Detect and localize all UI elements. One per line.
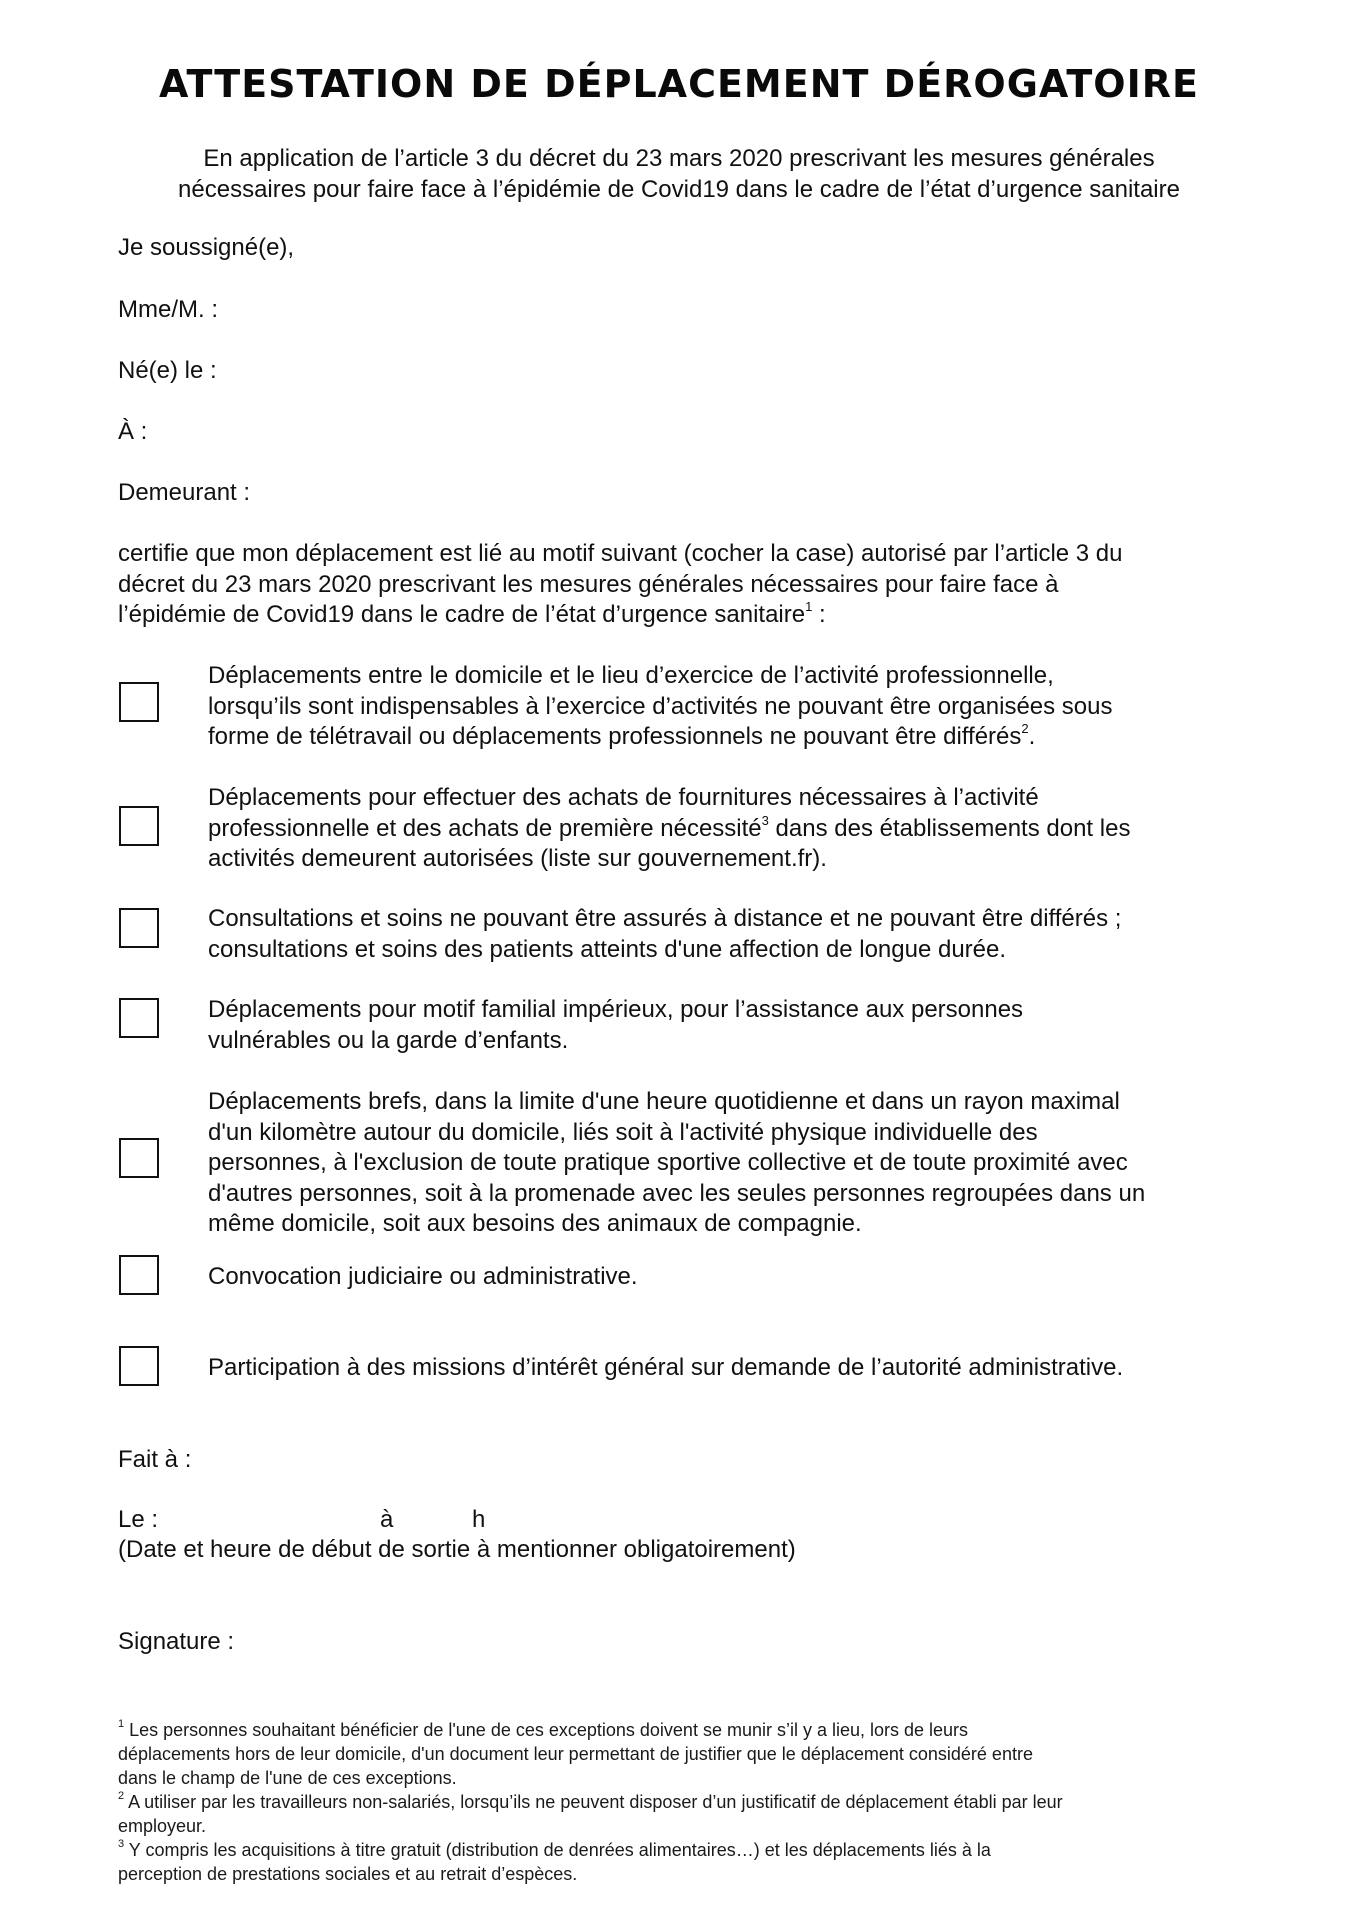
date-label: Le : [118, 1506, 159, 1533]
done-at-label: Fait à : [118, 1446, 192, 1473]
birth-date-field[interactable] [118, 356, 217, 386]
address-label: Demeurant : [118, 479, 251, 506]
reason-text-work: Déplacements entre le domicile et le lieu d’exercice de l’activité professionnelle, lorsqu’ils sont indispensables à l’exercice d’activités ne pouvant être organisées sous forme de télétravail ou déplacements professionnels ne pouvant être différés$^2$. [208, 662, 1113, 750]
birth-place-label: À : [118, 418, 148, 445]
reason-checkbox-summons[interactable] [119, 1255, 159, 1295]
footnote-1-cont: déplacements hors de leur domicile, d'un document leur permettant de justifier que le déplacement considéré entre [118, 1744, 1033, 1764]
footnote-2-cont: employeur. [118, 1816, 207, 1836]
footnote-2: $^2$ A utiliser par les travailleurs non-salariés, lorsqu’ils ne peuvent disposer d’un justificatif de déplacement établi par leur [118, 1790, 1063, 1812]
reason-checkbox-health[interactable] [119, 908, 159, 948]
preamble-line: nécessaires pour faire face à l’épidémie de Covid19 dans le cadre de l’état d’urgence sanitaire [178, 176, 1180, 203]
done-at-field[interactable] [118, 1445, 191, 1475]
reason-checkbox-family[interactable] [119, 998, 159, 1038]
soussigne-label: Je soussigné(e), [118, 234, 295, 261]
signature-field[interactable] [118, 1627, 234, 1657]
footnote-ref: 1 [805, 599, 813, 614]
name-label: Mme/M. : [118, 296, 218, 323]
signature-label: Signature : [118, 1628, 235, 1655]
date-time-field[interactable] [118, 1505, 818, 1535]
certification-line: certifie que mon déplacement est lié au motif suivant (cocher la case) autorisé par l’article 3 du [118, 540, 1123, 567]
preamble-line: En application de l’article 3 du décret du 23 mars 2020 prescrivant les mesures générales [203, 145, 1155, 172]
reason-checkbox-exercise[interactable] [119, 1138, 159, 1178]
reason-text-purchases: Déplacements pour effectuer des achats de fournitures nécessaires à l’activité professionnelle et des achats de première nécessité$^3$ dans des établissements dont les activités demeurent autorisées (liste sur gouvernement.fr). [208, 784, 1131, 872]
at-label: à [380, 1506, 394, 1533]
certification-line: l’épidémie de Covid19 dans le cadre de l’état d’urgence sanitaire$^1$ : [118, 599, 826, 628]
reason-text-health: Consultations et soins ne pouvant être assurés à distance et ne pouvant être différés ; consultations et soins des patients atteints d'une affection de longue durée. [208, 905, 1122, 963]
footnote-1-cont: dans le champ de l'une de ces exceptions. [118, 1768, 457, 1788]
document-title: ATTESTATION DE DÉPLACEMENT DÉROGATOIRE [159, 62, 1199, 106]
birth-place-field[interactable] [118, 417, 147, 447]
footnote-1: $^1$ Les personnes souhaitant bénéficier de l'une de ces exceptions doivent se munir s’il y a lieu, lors de leurs [118, 1718, 969, 1740]
reason-checkbox-purchases[interactable] [119, 806, 159, 846]
reason-checkbox-public-interest[interactable] [119, 1346, 159, 1386]
date-time-note: (Date et heure de début de sortie à mentionner obligatoirement) [118, 1536, 796, 1563]
footnote-ref: 3 [761, 812, 769, 828]
reason-text-summons: Convocation judiciaire ou administrative. [208, 1263, 638, 1290]
name-field[interactable] [118, 295, 218, 325]
reason-text-exercise: Déplacements brefs, dans la limite d'une heure quotidienne et dans un rayon maximal d'un kilomètre autour du domicile, liés soit à l'activité physique individuelle des personnes, à l'exclusion de toute pratique sportive collective et de toute proximité avec d'autres personnes, soit à la promenade avec les seules personnes regroupées dans un même domicile, soit aux besoins des animaux de compagnie. [208, 1088, 1146, 1237]
footnotes [118, 1718, 1268, 1886]
birth-date-label: Né(e) le : [118, 357, 217, 384]
reason-text-family: Déplacements pour motif familial impérieux, pour l’assistance aux personnes vulnérables ou la garde d’enfants. [208, 996, 1024, 1054]
certification-line: décret du 23 mars 2020 prescrivant les mesures générales nécessaires pour faire face à [118, 570, 1059, 598]
reason-checkbox-work[interactable] [119, 682, 159, 722]
footnote-3-cont: perception de prestations sociales et au retrait d’espèces. [118, 1864, 578, 1884]
address-field[interactable] [118, 478, 250, 508]
footnote-3: $^3$ Y compris les acquisitions à titre gratuit (distribution de denrées alimentaires…) et les déplacements liés à la [118, 1838, 991, 1860]
certification-text [118, 539, 1258, 631]
reason-text-public-interest: Participation à des missions d’intérêt général sur demande de l’autorité administrative. [208, 1354, 1124, 1381]
footnote-ref: 2 [1021, 721, 1029, 736]
hour-label: h [472, 1506, 486, 1533]
legal-preamble [80, 143, 1278, 205]
